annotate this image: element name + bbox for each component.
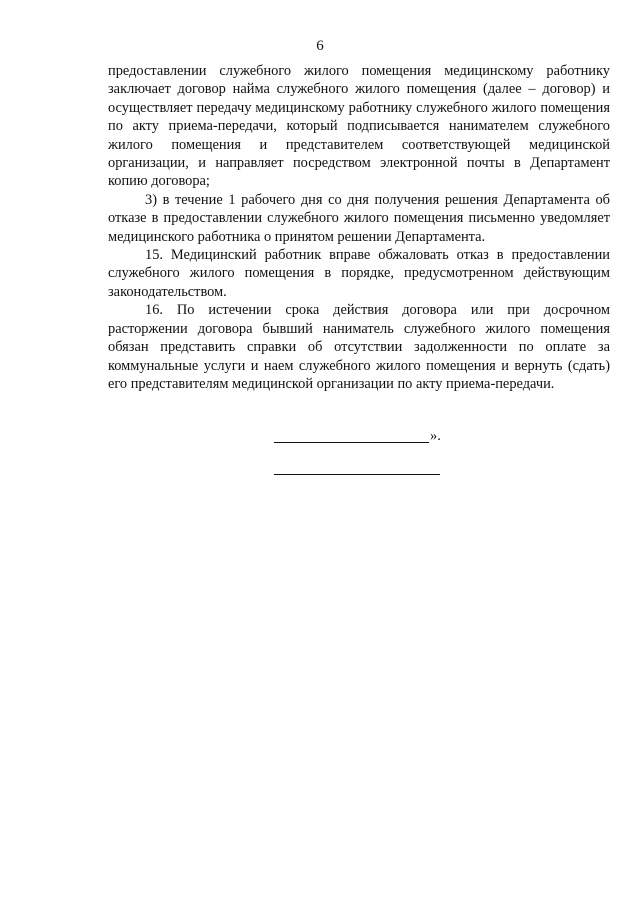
page-number: 6	[316, 38, 324, 54]
document-body	[108, 62, 610, 393]
paragraph-15: 15. Медицинский работник вправе обжаловать отказ в предоставлении служебного жилого помещения в порядке, предусмотренном действующим законодательством.	[108, 247, 610, 300]
closing-quote-mark: ».	[430, 428, 441, 444]
paragraph-continuation: предоставлении служебного жилого помещения медицинскому работнику заключает договор найма служебного жилого помещения (далее – договор) и осуществляет передачу медицинскому работнику служебного жилого помещения по акту приема-передачи, который подписывается нанимателем служебного жилого помещения и представителем соответствующей медицинской организации, и направляет посредством электронной почты в Департамент копию договора;	[108, 63, 610, 190]
closing-underline	[274, 428, 429, 443]
paragraph-item-3: 3) в течение 1 рабочего дня со дня получения решения Департамента об отказе в предоставлении служебного жилого помещения письменно уведомляет медицинского работника о принятом решении Департамента.	[108, 191, 610, 245]
end-separator-line	[274, 474, 440, 475]
paragraph-16: 16. По истечении срока действия договора или при досрочном расторжении договора бывший наниматель служебного жилого помещения обязан представить справки об отсутствии задолженности по оплате за коммунальные услуги и наем служебного жилого помещения и вернуть (сдать) его представителям медицинской организации по акту приема-передачи.	[108, 302, 610, 392]
